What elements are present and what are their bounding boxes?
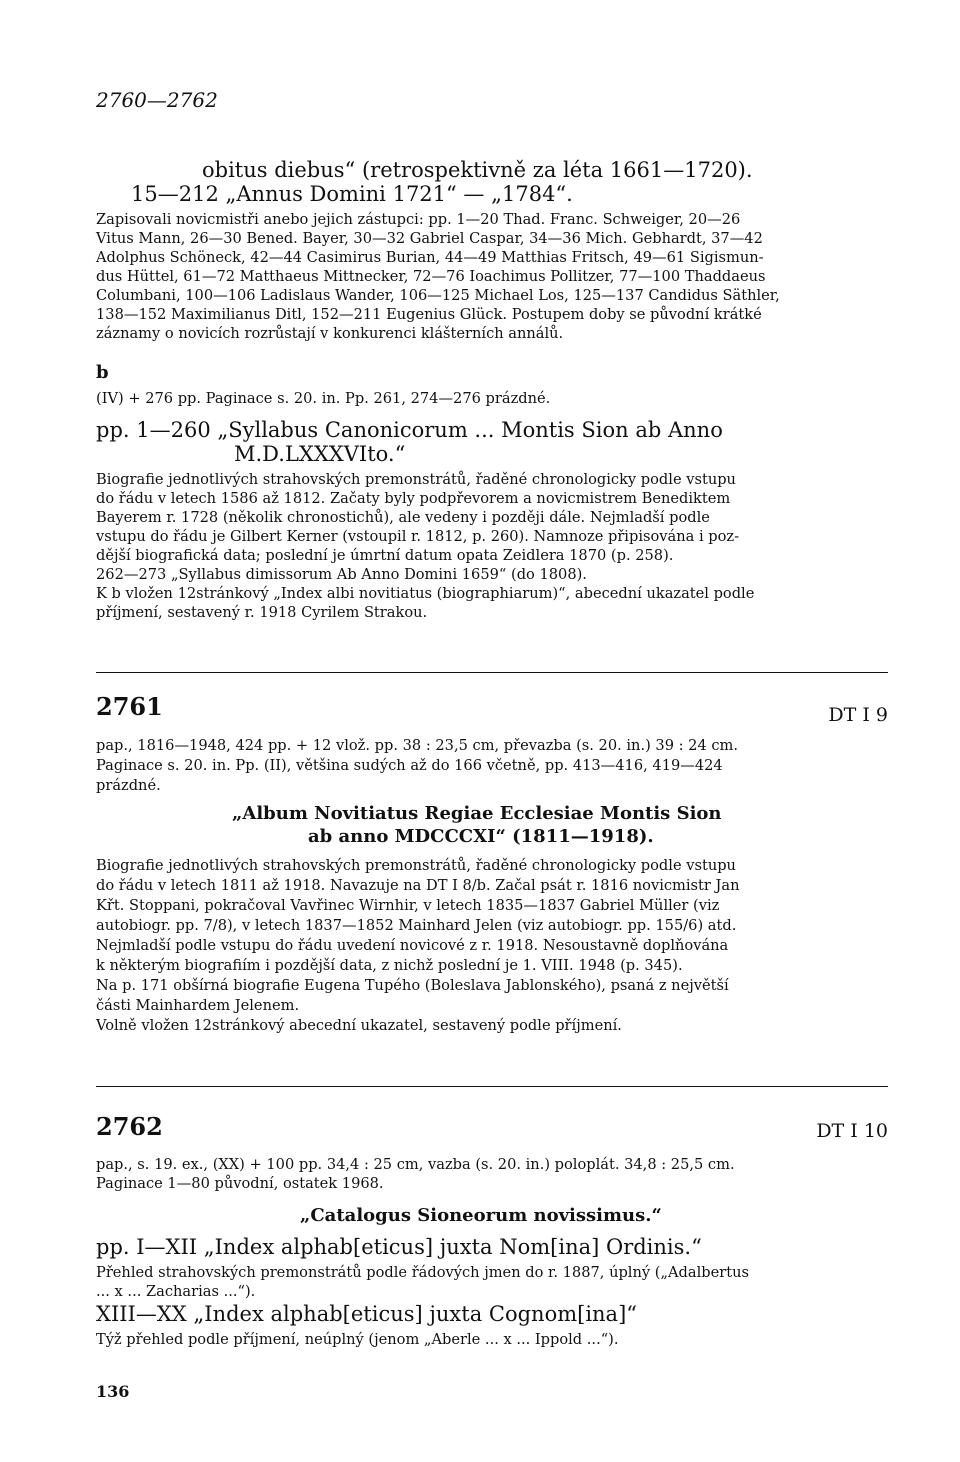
text-line: Nejmladší podle vstupu do řádu uvedení novicové z r. 1918. Nesoustavně doplňována <box>96 937 729 954</box>
part-b-description: (IV) + 276 pp. Paginace s. 20. in. Pp. 261, 274—276 prázdné. <box>96 390 551 407</box>
shelfmark: DT I 10 <box>816 1120 888 1142</box>
text-line: Volně vložen 12stránkový abecední ukazatel, sestavený podle příjmení. <box>96 1017 622 1034</box>
entry-number: 2762 <box>96 1112 163 1141</box>
part-b-title-line2: M.D.LXXXVIto.“ <box>234 442 406 466</box>
part-b-label: b <box>96 362 109 383</box>
physical-description: prázdné. <box>96 777 161 794</box>
entry-title-line2: ab anno MDCCCXI“ (1811—1918). <box>308 826 654 847</box>
text-line: do řádu v letech 1586 až 1812. Začaty byly podpřevorem a novicmistrem Benediktem <box>96 490 731 507</box>
part-b-title-line1: pp. 1—260 „Syllabus Canonicorum ... Montis Sion ab Anno <box>96 418 723 442</box>
text-line: dější biografická data; poslední je úmrtní datum opata Zeidlera 1870 (p. 258). <box>96 547 674 564</box>
text-line: Adolphus Schöneck, 42—44 Casimirus Burian, 44—49 Matthias Fritsch, 49—61 Sigismun- <box>96 249 764 266</box>
text-line: Na p. 171 obšírná biografie Eugena Tupého (Boleslava Jablonského), psaná z největší <box>96 977 729 994</box>
text-line: příjmení, sestavený r. 1918 Cyrilem Strakou. <box>96 604 428 621</box>
text-line: Biografie jednotlivých strahovských premonstrátů, řaděné chronologicky podle vstupu <box>96 471 736 488</box>
text-line: Vitus Mann, 26—30 Bened. Bayer, 30—32 Gabriel Caspar, 34—36 Mich. Gebhardt, 37—42 <box>96 230 763 247</box>
text-line: 138—152 Maximilianus Ditl, 152—211 Eugenius Glück. Postupem doby se původní krátké <box>96 306 762 323</box>
text-line: Biografie jednotlivých strahovských premonstrátů, řaděné chronologicky podle vstupu <box>96 857 736 874</box>
entry-title-line1: „Album Novitiatus Regiae Ecclesiae Montis Sion <box>232 803 722 824</box>
physical-description: Paginace s. 20. in. Pp. (II), většina sudých až do 166 včetně, pp. 413—416, 419—424 <box>96 757 723 774</box>
part1-description: ... x ... Zacharias ...“). <box>96 1283 256 1300</box>
text-line: Křt. Stoppani, pokračoval Vavřinec Wirnhir, v letech 1835—1837 Gabriel Müller (viz <box>96 897 720 914</box>
part2-title: XIII—XX „Index alphab[eticus] juxta Cognom[ina]“ <box>96 1302 638 1326</box>
text-line: 262—273 „Syllabus dimissorum Ab Anno Domini 1659“ (do 1808). <box>96 566 587 583</box>
text-line: Bayerem r. 1728 (několik chronostichů), ale vedeny i později dále. Nejmladší podle <box>96 509 710 526</box>
shelfmark: DT I 9 <box>828 704 888 726</box>
physical-description: Paginace 1—80 původní, ostatek 1968. <box>96 1175 384 1192</box>
text-line: záznamy o novicích rozrůstají v konkurenci klášterních annálů. <box>96 325 564 342</box>
text-line: Columbani, 100—106 Ladislaus Wander, 106—125 Michael Los, 125—137 Candidus Säthler, <box>96 287 780 304</box>
entry-divider <box>96 1086 888 1087</box>
part1-title: pp. I—XII „Index alphab[eticus] juxta Nom[ina] Ordinis.“ <box>96 1235 702 1259</box>
running-head: 2760—2762 <box>96 88 218 112</box>
text-line: části Mainhardem Jelenem. <box>96 997 300 1014</box>
page-number: 136 <box>96 1382 130 1401</box>
text-line: K b vložen 12stránkový „Index albi novitiatus (biographiarum)“, abecední ukazatel podle <box>96 585 755 602</box>
text-line: k některým biografiím i pozdější data, z nichž poslední je 1. VIII. 1948 (p. 345). <box>96 957 683 974</box>
text-line: do řádu v letech 1811 až 1918. Navazuje na DT I 8/b. Začal psát r. 1816 novicmistr Jan <box>96 877 740 894</box>
part1-description: Přehled strahovských premonstrátů podle řádových jmen do r. 1887, úplný („Adalbertus <box>96 1264 749 1281</box>
entry-2760-title-line1: obitus diebus“ (retrospektivně za léta 1661—1720). <box>202 158 753 182</box>
entry-divider <box>96 672 888 673</box>
physical-description: pap., s. 19. ex., (XX) + 100 pp. 34,4 : 25 cm, vazba (s. 20. in.) poloplát. 34,8 : 25,5 cm. <box>96 1156 735 1173</box>
text-line: dus Hüttel, 61—72 Matthaeus Mittnecker, 72—76 Ioachimus Pollitzer, 77—100 Thaddaeus <box>96 268 766 285</box>
entry-number: 2761 <box>96 692 163 721</box>
text-line: autobiogr. pp. 7/8), v letech 1837—1852 Mainhard Jelen (viz autobiogr. pp. 155/6) atd. <box>96 917 737 934</box>
part2-description: Týž přehled podle příjmení, neúplný (jenom „Aberle ... x ... Ippold ...“). <box>96 1331 619 1348</box>
text-line: vstupu do řádu je Gilbert Kerner (vstoupil r. 1812, p. 260). Namnoze připisována i poz- <box>96 528 740 545</box>
entry-title: „Catalogus Sioneorum novissimus.“ <box>300 1205 662 1226</box>
physical-description: pap., 1816—1948, 424 pp. + 12 vlož. pp. 38 : 23,5 cm, převazba (s. 20. in.) 39 : 24 cm. <box>96 737 739 754</box>
text-line: Zapisovali novicmistři anebo jejich zástupci: pp. 1—20 Thad. Franc. Schweiger, 20—26 <box>96 211 741 228</box>
entry-2760-title-line2: 15—212 „Annus Domini 1721“ — „1784“. <box>131 182 573 206</box>
